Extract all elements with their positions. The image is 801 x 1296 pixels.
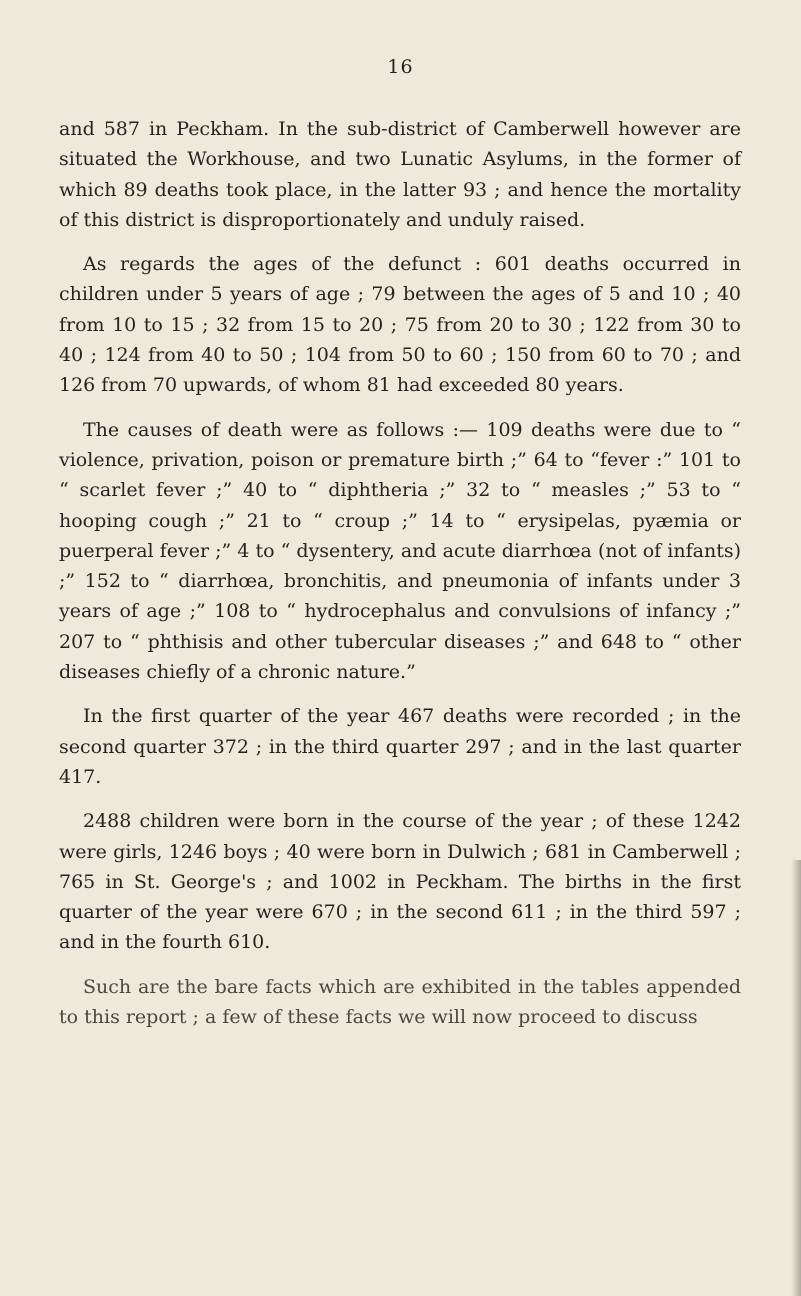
paragraph-births: 2488 children were born in the course of the year ; of these 1242 were girls, 1246 boys ; 40 were born in Dulwich ; 681 in Camberwell ; 765 in St. George's ; and 1002 in Peckham. The births in the first quarter of the year were 670 ; in the second 611 ; in the third 597 ; and in the fourth 610. bbox=[59, 810, 741, 954]
page-edge-shadow bbox=[791, 860, 801, 1296]
paragraph-quarterly-deaths: In the first quarter of the year 467 deaths were recorded ; in the second quarter 372 ; in the third quarter 297 ; and in the last quarter 417. bbox=[59, 705, 741, 788]
paragraph-mortality-note: and 587 in Peckham. In the sub-district of Camberwell however are situated the Workhouse, and two Lunatic Asylums, in the former of which 89 deaths took place, in the latter 93 ; and hence the mortality of this district is disproportionately and unduly raised. bbox=[59, 118, 741, 231]
paragraph-conclusion: Such are the bare facts which are exhibited in the tables appended to this report ; a few of these facts we will now proceed to discuss bbox=[59, 975, 741, 1029]
paragraph-ages: As regards the ages of the defunct : 601 deaths occurred in children under 5 years of age ; 79 between the ages of 5 and 10 ; 40 from 10 to 15 ; 32 from 15 to 20 ; 75 from 20 to 30 ; 122 from 30 to 40 ; 124 from 40 to 50 ; 104 from 50 to 60 ; 150 from 60 to 70 ; and 126 from 70 upwards, of whom 81 had exceeded 80 years. bbox=[59, 253, 741, 397]
page-number: 16 bbox=[387, 56, 414, 78]
body-text bbox=[59, 114, 741, 1046]
paragraph-causes: The causes of death were as follows :— 109 deaths were due to “ violence, privation, poison or premature birth ;” 64 to “fever :” 101 to “ scarlet fever ;” 40 to “ diphtheria ;” 32 to “ measles ;” 53 to “ hooping cough ;” 21 to “ croup ;” 14 to “ erysipelas, pyæmia or puerperal fever ;” 4 to “ dysentery, and acute diarrhœa (not of infants) ;” 152 to “ diarrhœa, bronchitis, and pneumonia of infants under 3 years of age ;” 108 to “ hydrocephalus and convulsions of infancy ;” 207 to “ phthisis and other tubercular diseases ;” and 648 to “ other diseases chiefly of a chronic nature.” bbox=[59, 418, 741, 684]
